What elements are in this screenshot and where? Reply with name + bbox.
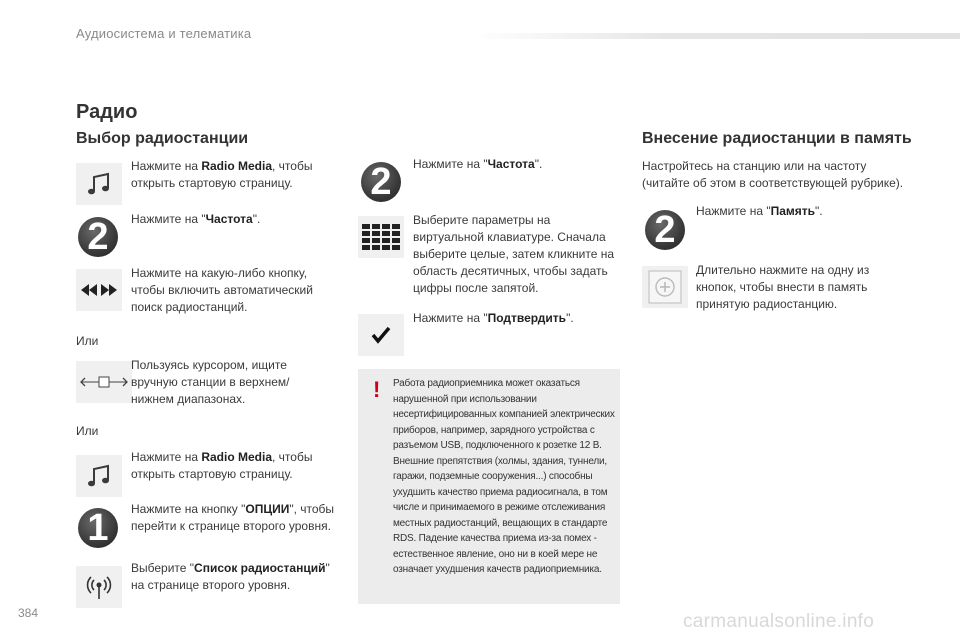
step-number-1-badge: 1: [78, 508, 118, 548]
radio-station-list-icon: [76, 566, 122, 608]
section-title-memory: Внесение радиостанции в память: [642, 130, 912, 147]
slider-cursor-icon: [76, 361, 132, 403]
seek-buttons-icon: [76, 269, 122, 311]
add-preset-icon: [642, 266, 688, 308]
step-confirm: Нажмите на "Подтвердить".: [413, 311, 574, 325]
step-open-radio-media-2: Нажмите на Radio Media, чтобы открыть стартовую страницу.: [131, 450, 313, 481]
step-press-options: Нажмите на кнопку "ОПЦИИ", чтобы перейти к странице второго уровня.: [131, 502, 335, 533]
step-number-2-badge: 2: [78, 217, 118, 257]
step-manual-search: Пользуясь курсором, ищите вручную станции в верхнем/нижнем диапазонах.: [131, 358, 290, 406]
section-title-select-station: Выбор радиостанции: [76, 130, 249, 147]
step-press-frequency: Нажмите на "Частота".: [131, 212, 261, 226]
header-title: Аудиосистема и телематика: [76, 26, 252, 41]
page-title: Радио: [76, 101, 138, 123]
checkmark-icon: [358, 314, 404, 356]
step-select-station-list: Выберите "Список радиостанций" на странице второго уровня.: [131, 561, 330, 592]
step-long-press-preset: Длительно нажмите на одну из кнопок, чтобы внести в память принятую радиостанцию.: [696, 263, 870, 311]
virtual-keypad-icon: [358, 216, 404, 258]
step-press-memory: Нажмите на "Память".: [696, 204, 823, 218]
or-label: Или: [76, 424, 99, 438]
step-press-frequency-mid: Нажмите на "Частота".: [413, 157, 543, 171]
memory-intro: Настройтесь на станцию или на частоту (читайте об этом в соответствующей рубрике).: [642, 159, 904, 190]
music-note-icon: [76, 455, 122, 497]
page-number: 384: [18, 606, 39, 620]
warning-exclamation-icon: !: [373, 377, 381, 402]
watermark: carmanualsonline.info: [683, 611, 875, 632]
step-number-2-badge: 2: [361, 162, 401, 202]
step-open-radio-media: Нажмите на Radio Media, чтобы открыть стартовую страницу.: [131, 159, 313, 190]
header-bar: [470, 33, 960, 39]
or-label: Или: [76, 334, 99, 348]
step-virtual-keyboard: Выберите параметры на виртуальной клавиатуре. Сначала выберите целые, затем кликните на область десятичных, чтобы задать цифры после запятой.: [413, 213, 615, 295]
step-number-2-badge: 2: [645, 210, 685, 250]
step-auto-search: Нажмите на какую-либо кнопку, чтобы включить автоматический поиск радиостанций.: [131, 266, 313, 314]
music-note-icon: [76, 163, 122, 205]
warning-note-text: Работа радиоприемника может оказаться нарушенной при использовании несертифицированных компанией электрических приборов, например, зарядного устройства с разъемом USB, подключенного к розетке 12 В. Внешние препятствия (холмы, здания, туннели, гаражи, подземные сооружения...) способны ухудшить качество приема радиосигнала, в том числе и принимаемого в режиме отслеживания местных радиостанций, вещающих в стандарте RDS. Падение качества приема из-за помех - естественное явление, оно ни в коей мере не означает ухудшения качеств радиоприемника.: [393, 378, 615, 575]
